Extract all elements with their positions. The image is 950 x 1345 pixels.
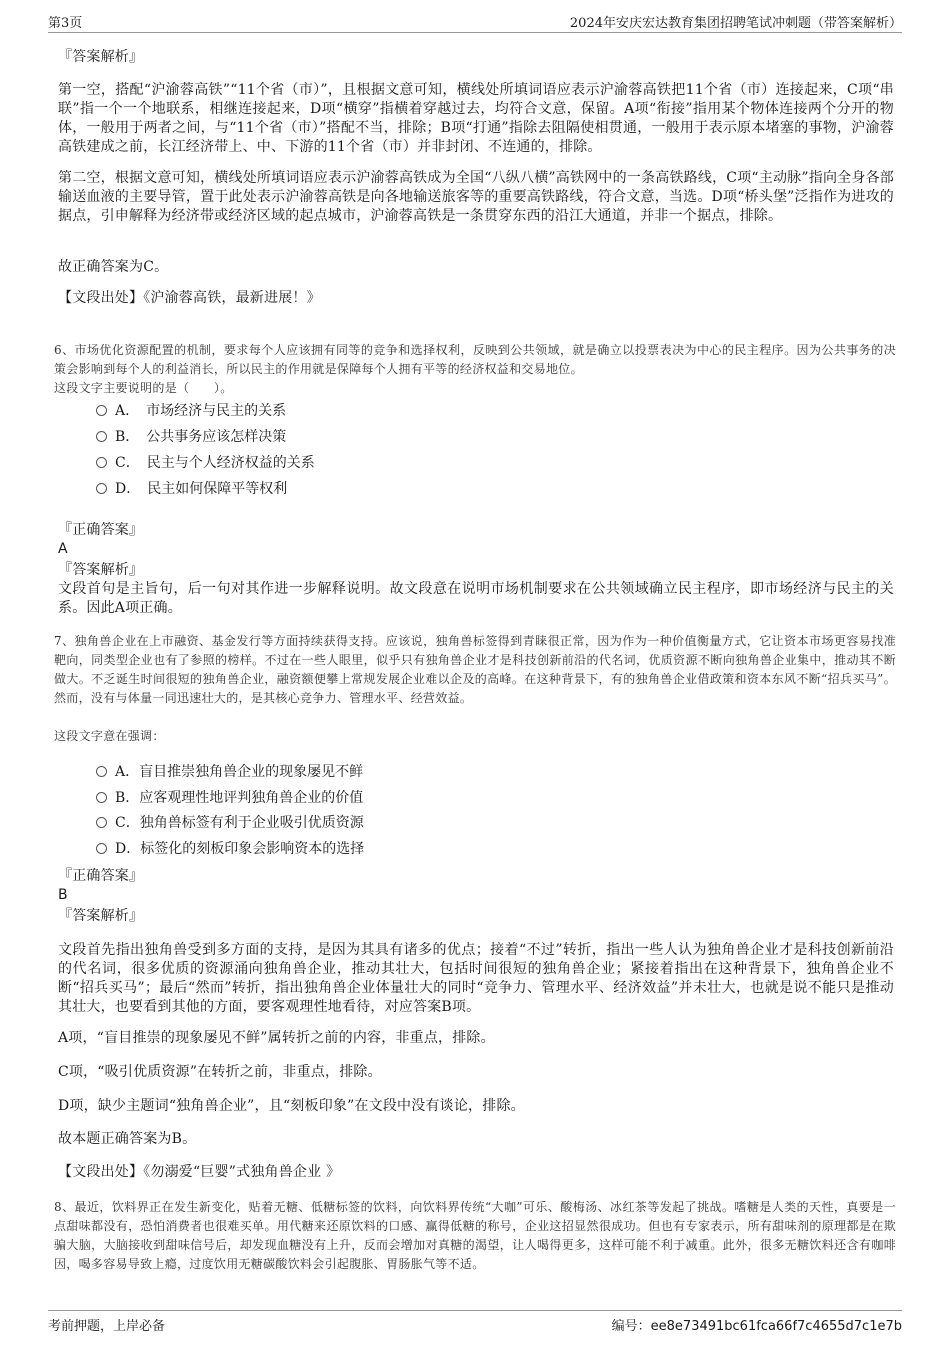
q5-analysis-para1: 第一空，搭配“沪渝蓉高铁”“11个省（市）”，且根据文意可知，横线处所填词语应表示沪渝蓉高铁把11个省（市）连接起来，C项“串联”指一个一个地联系，相继连接起来，D项“横穿”指横着穿越过去，均符合文意，保留。A项“衔接”指用某个物体连接两个分开的物体，一般用于两者之间，与“11个省（市）”搭配不当，排除；B项“打通”指除去阻隔使相贯通，一般用于表示原本堵塞的事物，沪渝蓉高铁建成之前，长江经济带上、中、下游的11个省（市）并非封闭、不连通的，排除。 bbox=[58, 82, 894, 155]
radio-icon[interactable] bbox=[96, 457, 107, 468]
q6-option-d[interactable]: D． 民主如何保障平等权利 bbox=[96, 479, 287, 499]
q7-answer-label: 『正确答案』 bbox=[58, 868, 144, 884]
q7-option-a[interactable]: A．盲目推崇独角兽企业的现象屡见不鲜 bbox=[96, 762, 363, 782]
q7-analysis-para3: C项，“吸引优质资源”在转折之前，非重点，排除。 bbox=[58, 1064, 382, 1080]
page-header bbox=[48, 10, 902, 33]
q7-option-b[interactable]: B．应客观理性地评判独角兽企业的价值 bbox=[96, 788, 363, 808]
radio-icon[interactable] bbox=[96, 483, 107, 494]
q6-option-b[interactable]: B． 公共事务应该怎样决策 bbox=[96, 427, 286, 447]
radio-icon[interactable] bbox=[96, 843, 107, 854]
radio-icon[interactable] bbox=[96, 817, 107, 828]
q6-stem: 6、市场优化资源配置的机制，要求每个人应该拥有同等的竞争和选择权利，反映到公共领域，就是确立以投票表决为中心的民主程序。因为公共事务的决策会影响到每个人的利益消长，所以民主的作用就是保障每个人拥有平等的经济权益和交易地位。 这段文字主要说明的是（ ）。 bbox=[54, 343, 896, 395]
q7-analysis-para1: 文段首先指出独角兽受到多方面的支持，是因为其具有诸多的优点；接着“不过”转折，指出一些人认为独角兽企业才是科技创新前沿的代名词，很多优质的资源涌向独角兽企业，推动其壮大，包括时间很短的独角兽企业；紧接着指出在这种背景下，独角兽企业不断“招兵买马”；最后“然而”转折，指出独角兽企业体量壮大的同时“竞争力、管理水平、经济效益”并未壮大，也就是说不能只是推动其壮大，也要看到其他的方面，要客观理性地看待，对应答案B项。 bbox=[58, 942, 894, 1015]
footer-slogan: 考前押题，上岸必备 bbox=[48, 1319, 166, 1334]
radio-icon[interactable] bbox=[96, 766, 107, 777]
q8-stem: 8、最近，饮料界正在发生新变化，贴着无糖、低糖标签的饮料，向饮料界传统“大咖”可乐、酸梅汤、冰红茶等发起了挑战。嗜糖是人类的天性，真要是一点甜味都没有，恐怕消费者也很难买单。用代糖来还原饮料的口感、赢得低糖的称号，企业这招显然很成功。但也有专家表示，所有甜味剂的原理都是在欺骗大脑，大脑接收到甜味信号后，却发现血糖没有上升，反而会增加对真糖的渴望，让人喝得更多，这样可能不利于减重。此外，很多无糖饮料还含有咖啡因，喝多容易导致上瘾，过度饮用无糖碳酸饮料会引起腹胀、胃肠胀气等不适。 bbox=[54, 1200, 896, 1271]
radio-icon[interactable] bbox=[96, 405, 107, 416]
q7-question: 这段文字意在强调： bbox=[54, 729, 165, 743]
q6-analysis: 文段首句是主旨句，后一句对其作进一步解释说明。故文段意在说明市场机制要求在公共领域确立民主程序，即市场经济与民主的关系。因此A项正确。 bbox=[58, 581, 894, 616]
q5-conclusion: 故正确答案为C。 bbox=[58, 259, 169, 275]
q5-analysis-para2: 第二空，根据文意可知，横线处所填词语应表示沪渝蓉高铁成为全国“八纵八横”高铁网中的一条高铁路线，C项“主动脉”指向全身各部输送血液的主要导管，置于此处表示沪渝蓉高铁是向各地输送旅客等的重要高铁路线，符合文意，当选。D项“桥头堡”泛指作为进攻的据点，引申解释为经济带或经济区域的起点城市，沪渝蓉高铁是一条贯穿东西的沿江大通道，并非一个据点，排除。 bbox=[58, 170, 894, 224]
q7-analysis-para4: D项，缺少主题词“独角兽企业”，且“刻板印象”在文段中没有谈论，排除。 bbox=[58, 1098, 525, 1114]
q7-analysis-para2: A项，“盲目推崇的现象屡见不鲜”属转折之前的内容，非重点，排除。 bbox=[58, 1030, 495, 1046]
q5-analysis-label: 『答案解析』 bbox=[58, 49, 144, 65]
q6-analysis-label: 『答案解析』 bbox=[58, 562, 144, 578]
q7-analysis-label: 『答案解析』 bbox=[58, 908, 144, 924]
q7-option-c[interactable]: C．独角兽标签有利于企业吸引优质资源 bbox=[96, 813, 364, 833]
q5-source: 【文段出处】《沪渝蓉高铁，最新进展！》 bbox=[58, 290, 321, 306]
q7-source: 【文段出处】《勿溺爱“巨婴”式独角兽企业 》 bbox=[58, 1164, 341, 1180]
q7-conclusion: 故本题正确答案为B。 bbox=[58, 1131, 197, 1147]
q6-answer-label: 『正确答案』 bbox=[58, 522, 144, 538]
q7-answer: B bbox=[58, 887, 68, 903]
q6-answer: A bbox=[58, 541, 68, 557]
radio-icon[interactable] bbox=[96, 792, 107, 803]
page-number: 第3页 bbox=[48, 16, 83, 31]
page-footer bbox=[48, 1310, 902, 1335]
document-title: 2024年安庆宏达教育集团招聘笔试冲刺题（带答案解析） bbox=[569, 16, 902, 31]
q6-option-c[interactable]: C． 民主与个人经济权益的关系 bbox=[96, 453, 315, 473]
q7-stem: 7、独角兽企业在上市融资、基金发行等方面持续获得支持。应该说，独角兽标签得到青睐很正常，因为作为一种价值衡量方式，它让资本市场更容易找准靶向，同类型企业也有了参照的榜样。不过在一些人眼里，似乎只有独角兽企业才是科技创新前沿的代名词，优质资源不断向独角兽企业集中，推动其不断做大。不乏诞生时间很短的独角兽企业，融资额便攀上常规发展企业难以企及的高峰。在这种背景下，有的独角兽企业借政策和资本东风不断“招兵买马”。然而，没有与体量一同迅速壮大的，是其核心竞争力、管理水平、经营效益。 bbox=[54, 634, 896, 705]
document-id: 编号：ee8e73491bc61fca66f7c4655d7c1e7b bbox=[611, 1319, 902, 1334]
q7-option-d[interactable]: D．标签化的刻板印象会影响资本的选择 bbox=[96, 839, 364, 859]
q6-option-a[interactable]: A． 市场经济与民主的关系 bbox=[96, 401, 286, 421]
radio-icon[interactable] bbox=[96, 431, 107, 442]
